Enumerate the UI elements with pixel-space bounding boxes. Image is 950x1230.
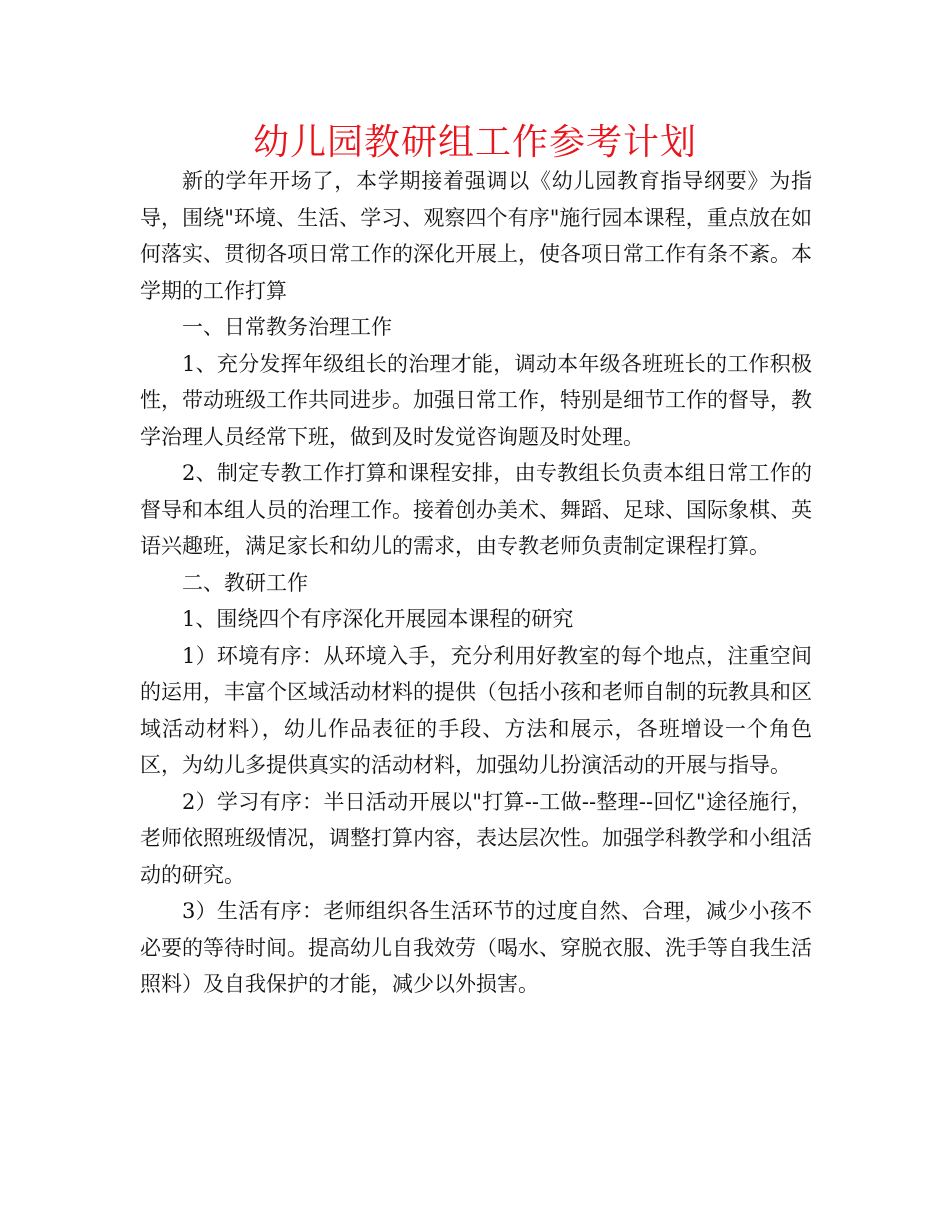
paragraph-intro: 新的学年开场了，本学期接着强调以《幼儿园教育指导纲要》为指导，围绕"环境、生活、学习、观察四个有序"施行园本课程，重点放在如何落实、贯彻各项日常工作的深化开展上，使各项日常工作有条不紊。本学期的工作打算 [140, 169, 812, 303]
document-title: 幼儿园教研组工作参考计划 [252, 122, 697, 163]
paragraph-1-1: 1、充分发挥年级组长的治理才能，调动本年级各班班长的工作积极性，带动班级工作共同进步。加强日常工作，特别是细节工作的督导，教学治理人员经常下班，做到及时发觉咨询题及时处理。 [140, 351, 812, 449]
subsection-heading-2-1: 1、围绕四个有序深化开展园本课程的研究 [182, 607, 574, 631]
section-heading-1: 一、日常教务治理工作 [182, 315, 392, 339]
paragraph-learning-order: 2）学习有序：半日活动开展以"打算--工做--整理--回忆"途径施行，老师依照班级情况，调整打算内容，表达层次性。加强学科教学和小组活动的研究。 [140, 789, 812, 887]
section-heading-2: 二、教研工作 [182, 570, 308, 595]
paragraph-environment-order: 1）环境有序：从环境入手，充分利用好教室的每个地点，注重空间的运用，丰富个区域活动材料的提供（包括小孩和老师自制的玩教具和区域活动材料），幼儿作品表征的手段、方法和展示，各班增设一个角色区，为幼儿多提供真实的活动材料，加强幼儿扮演活动的开展与指导。 [140, 643, 812, 777]
paragraph-life-order: 3）生活有序：老师组织各生活环节的过度自然、合理，减少小孩不必要的等待时间。提高幼儿自我效劳（喝水、穿脱衣服、洗手等自我生活照料）及自我保护的才能，减少以外损害。 [140, 899, 812, 996]
paragraph-1-2: 2、制定专教工作打算和课程安排，由专教组长负责本组日常工作的督导和本组人员的治理工作。接着创办美术、舞蹈、足球、国际象棋、英语兴趣班，满足家长和幼儿的需求，由专教老师负责制定课程打算。 [140, 461, 812, 558]
document-body [140, 163, 812, 1003]
